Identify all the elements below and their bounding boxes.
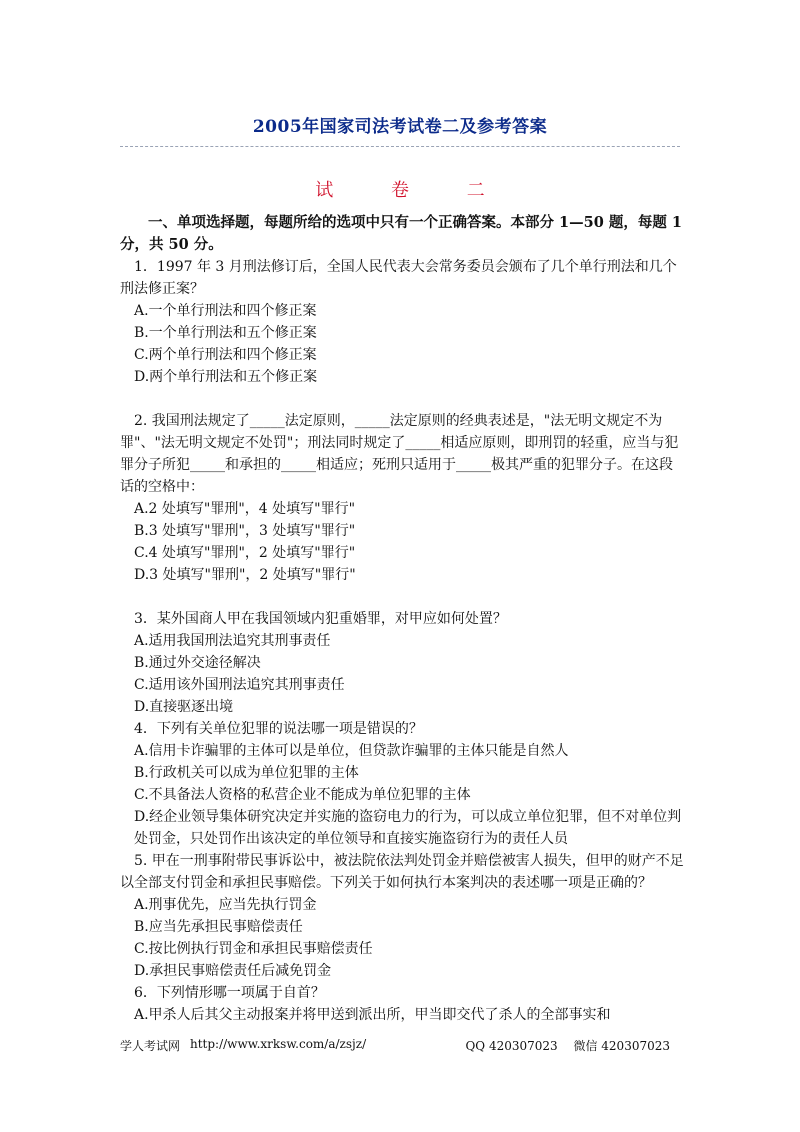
option-a: A.2 处填写"罪刑"，4 处填写"罪行" [134, 501, 356, 517]
question-stem: 4．下列有关单位犯罪的说法哪一项是错误的？ [134, 721, 423, 737]
question-stem: 2. 我国刑法规定了_____法定原则，_____法定原则的经典表述是，"法无明文规定不为罪"、"法无明文规定不处罚"；刑法同时规定了_____相适应原则，即刑罚的轻重，应当与犯罪分子所犯_____和承担的_____相适应；死刑只适用于_____极其严重的犯罪分子。在这段话的空格中： [120, 413, 679, 495]
option-d: D.直接驱逐出境 [134, 699, 234, 715]
footer-site-name: 学人考试网 [120, 1039, 181, 1053]
option-b: B.3 处填写"罪刑"，3 处填写"罪行" [134, 523, 356, 539]
option-d: D.3 处填写"罪刑"，2 处填写"罪行" [134, 567, 356, 583]
option-b: B.应当先承担民事赔偿责任 [134, 919, 303, 935]
question-6 [120, 982, 685, 1026]
option-c: C.不具备法人资格的私营企业不能成为单位犯罪的主体 [134, 787, 471, 803]
option-c: C.两个单行刑法和四个修正案 [134, 347, 317, 363]
option-c: C.4 处填写"罪刑"，2 处填写"罪行" [134, 545, 356, 561]
question-stem: 6．下列情形哪一项属于自首？ [134, 985, 325, 1001]
question-2 [120, 410, 685, 586]
document-title: 2005年国家司法考试卷二及参考答案 [252, 117, 548, 137]
paper-heading: 试 卷 二 [315, 180, 511, 201]
option-a: A.适用我国刑法追究其刑事责任 [134, 633, 331, 649]
option-b: B.通过外交途径解决 [134, 655, 261, 671]
title-divider [120, 146, 680, 147]
option-a: A.刑事优先，应当先执行罚金 [134, 897, 317, 913]
footer-url-link[interactable]: http://www.xrksw.com/a/zsjz/ [190, 1037, 367, 1051]
page-footer [120, 1037, 680, 1055]
option-b: B.一个单行刑法和五个修正案 [134, 325, 317, 341]
option-d: D.两个单行刑法和五个修正案 [134, 369, 318, 385]
spacer [120, 388, 685, 410]
section-intro: 一、单项选择题，每题所给的选项中只有一个正确答案。本部分 1—50 题，每题 1 分，共 50 分。 [120, 214, 682, 253]
question-1 [120, 256, 685, 388]
option-d: D.经企业领导集体研究决定并实施的盗窃电力的行为，可以成立单位犯罪，但不对单位判处罚金，只处罚作出该决定的单位领导和直接实施盗窃行为的责任人员 [134, 809, 682, 847]
question-4 [120, 718, 685, 850]
option-c: C.按比例执行罚金和承担民事赔偿责任 [134, 941, 373, 957]
option-a: A.一个单行刑法和四个修正案 [134, 303, 317, 319]
question-stem: 3．某外国商人甲在我国领域内犯重婚罪，对甲应如何处置？ [134, 611, 507, 627]
question-stem: 1．1997 年 3 月刑法修订后，全国人民代表大会常务委员会颁布了几个单行刑法和几个刑法修正案？ [120, 259, 677, 297]
option-b: B.行政机关可以成为单位犯罪的主体 [134, 765, 359, 781]
option-a: A.信用卡诈骗罪的主体可以是单位，但贷款诈骗罪的主体只能是自然人 [134, 743, 569, 759]
document-body [120, 212, 685, 1026]
question-stem: 5. 甲在一刑事附带民事诉讼中，被法院依法判处罚金并赔偿被害人损失，但甲的财产不足以全部支付罚金和承担民事赔偿。下列关于如何执行本案判决的表述哪一项是正确的？ [120, 853, 684, 891]
spacer [120, 586, 685, 608]
question-5 [120, 850, 685, 982]
option-d: D.承担民事赔偿责任后减免罚金 [134, 963, 332, 979]
footer-contact: QQ 420307023 微信 420307023 [465, 1039, 670, 1053]
option-c: C.适用该外国刑法追究其刑事责任 [134, 677, 345, 693]
option-a: A.甲杀人后其父主动报案并将甲送到派出所，甲当即交代了杀人的全部事实和 [134, 1007, 611, 1023]
question-3 [120, 608, 685, 718]
